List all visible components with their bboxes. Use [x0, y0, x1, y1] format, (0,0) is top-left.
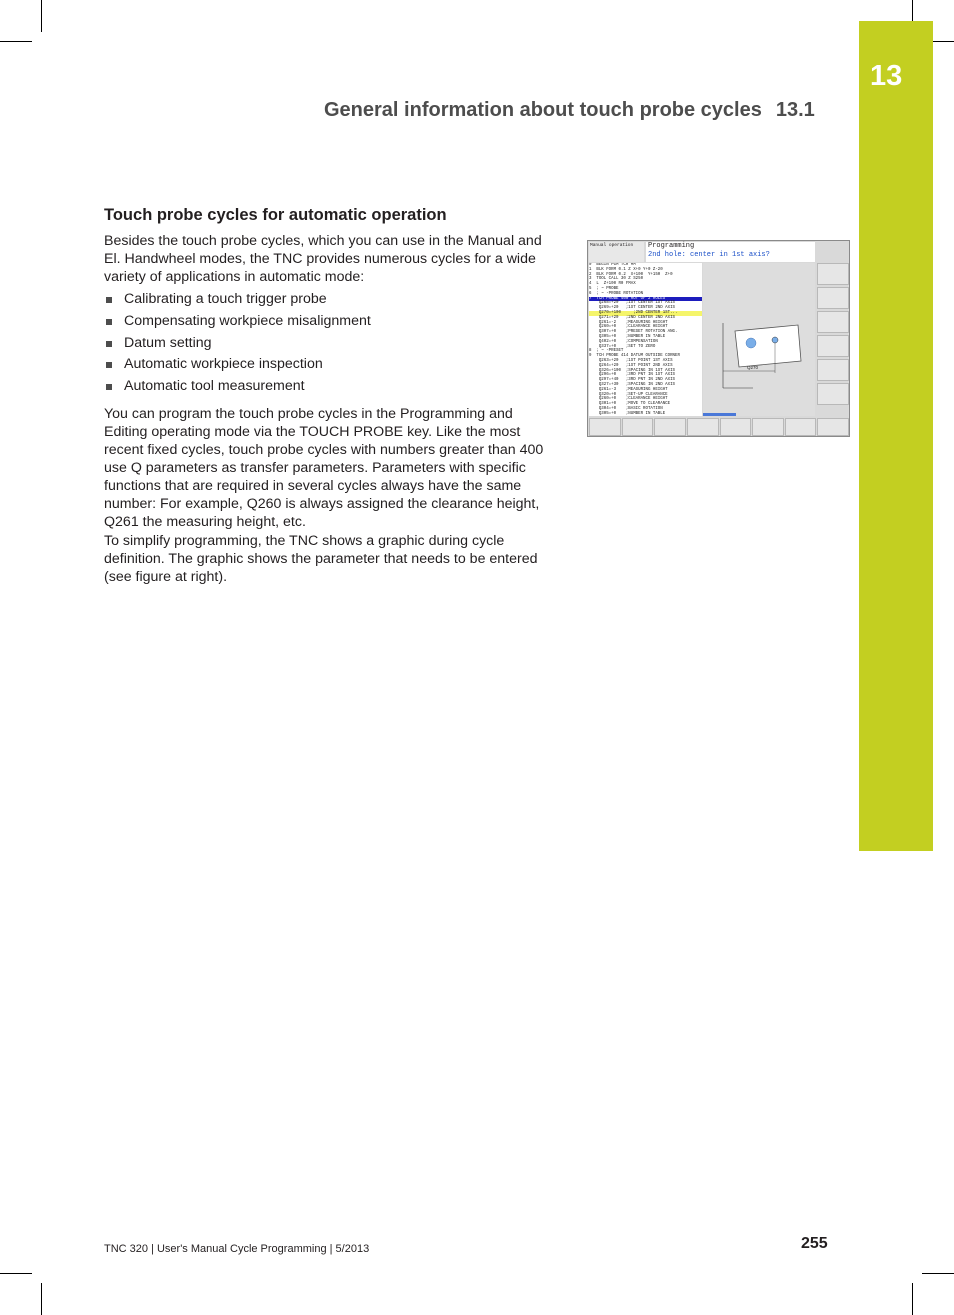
- softkey[interactable]: [622, 418, 654, 436]
- softkey[interactable]: [654, 418, 686, 436]
- softkey[interactable]: [817, 383, 849, 405]
- crop-mark: [0, 1273, 32, 1274]
- header-title: General information about touch probe cycles: [324, 99, 762, 121]
- softkey[interactable]: [589, 418, 621, 436]
- vertical-softkey-bar: [817, 263, 849, 416]
- section-heading: Touch probe cycles for automatic operation: [104, 206, 447, 224]
- intro-paragraph: Besides the touch probe cycles, which you can use in the Manual and El. Handwheel modes, the TNC provides numerous cycles for a wide variety of applications in automatic mode:: [104, 233, 542, 285]
- bullet-icon: [106, 297, 112, 303]
- bullet-icon: [106, 362, 112, 368]
- nc-line: Q268=+20 ;1ST CENTER 1ST AXIS: [589, 301, 675, 306]
- horizontal-softkey-bar: [589, 418, 849, 436]
- parameter-label: Q270: [747, 365, 759, 370]
- softkey[interactable]: [687, 418, 719, 436]
- list-item: Automatic workpiece inspection: [104, 354, 371, 376]
- dialog-box: [646, 242, 815, 262]
- bullet-icon: [106, 319, 112, 325]
- nc-line: Q264=+20 ;1ST POINT 2ND AXIS: [589, 363, 673, 368]
- help-graphic: [703, 263, 815, 416]
- list-item: Calibrating a touch trigger probe: [104, 289, 371, 311]
- paragraph-graphic: To simplify programming, the TNC shows a graphic during cycle definition. The graphic shows the parameter that needs to be entered (see figure at right).: [104, 533, 538, 585]
- chapter-tab: [859, 21, 933, 851]
- nc-line: Q402=+0 ;COMPENSATION: [589, 339, 658, 344]
- softkey[interactable]: [720, 418, 752, 436]
- softkey[interactable]: [817, 311, 849, 333]
- nc-line: 3 TOOL CALL 30 Z S250: [589, 277, 644, 282]
- crop-mark: [41, 1283, 42, 1315]
- tnc-screenshot: [587, 240, 850, 437]
- softkey[interactable]: [817, 359, 849, 381]
- list-item: Datum setting: [104, 333, 371, 355]
- page-footer: TNC 320 | User's Manual Cycle Programming | 5/2013: [104, 1243, 370, 1255]
- nc-line: 8 ; ~ -PRESET: [589, 349, 624, 354]
- nc-line: Q297=+40 ;3RD PNT IN 2ND AXIS: [589, 378, 675, 383]
- nc-line: Q326=+100 ;SPACING IN 1ST AXIS: [589, 368, 675, 373]
- nc-line: Q307=+0 ;PRESET ROTATION ANG.: [589, 330, 678, 335]
- softkey[interactable]: [817, 418, 849, 436]
- nc-line: 9 TCH PROBE 414 DATUM OUTSIDE CORNER: [589, 354, 680, 359]
- softkey[interactable]: [752, 418, 784, 436]
- feature-list: [104, 289, 371, 398]
- crop-mark: [41, 0, 42, 32]
- nc-line: Q270=+100 ;2ND CENTER 1ST...: [589, 311, 702, 316]
- dialog-question: 2nd hole: center in 1st axis?: [648, 251, 770, 259]
- help-graphic-drawing: [703, 263, 815, 416]
- softkey[interactable]: [817, 335, 849, 357]
- nc-line: 4 L Z+100 R0 FMAX: [589, 282, 636, 287]
- nc-line: Q296=+0 ;3RD PNT IN 1ST AXIS: [589, 373, 675, 378]
- nc-line: Q260=+0 ;CLEARANCE HEIGHT: [589, 325, 668, 330]
- nc-line: Q320=+0 ;SET-UP CLEARANCE: [589, 392, 668, 397]
- nc-line: 6 ; ~ -PROBE ROTATION: [589, 291, 644, 296]
- nc-line: Q261=-3 ;MEASURING HEIGHT: [589, 387, 668, 392]
- nc-line: Q301=+0 ;MOVE TO CLEARANCE: [589, 402, 671, 407]
- list-item: Compensating workpiece misalignment: [104, 311, 371, 333]
- second-hole: [772, 337, 778, 343]
- list-item: Automatic tool measurement: [104, 376, 371, 398]
- crop-mark: [912, 1283, 913, 1315]
- running-header: [324, 99, 834, 122]
- workpiece-shape: [735, 325, 801, 367]
- nc-program-listing: [589, 263, 702, 416]
- nc-line: 0 BEGIN PGM TCH MM: [589, 263, 636, 267]
- softkey[interactable]: [817, 287, 849, 309]
- chapter-number: 13: [870, 60, 903, 92]
- nc-line: Q269=+20 ;1ST CENTER 2ND AXIS: [589, 306, 675, 311]
- nc-line: Q337=+0 ;SET TO ZERO: [589, 344, 656, 349]
- nc-line: Q260=+0 ;CLEARANCE HEIGHT: [589, 397, 668, 402]
- dialog-title: Programming: [648, 242, 695, 250]
- nc-line: Q305=+0 ;NUMBER IN TABLE: [589, 411, 666, 416]
- softkey[interactable]: [817, 263, 849, 285]
- nc-line: Q327=+30 ;SPACING IN 2ND AXIS: [589, 382, 675, 387]
- bullet-icon: [106, 384, 112, 390]
- softkey[interactable]: [785, 418, 817, 436]
- paragraph-programming: You can program the touch probe cycles in the Programming and Editing operating mode via the TOUCH PROBE key. Like the most recent fixed cycles, touch probe cycles with numbers greater than 400 use Q parameters as transfer parameters. Parameters with specific functions that are required in several cycles always have the same number: For example, Q260 is always assigned the clearance height, Q261 the measuring height, etc.: [104, 406, 544, 530]
- page-number: 255: [801, 1235, 828, 1252]
- crop-mark: [0, 41, 32, 42]
- crop-mark: [922, 1273, 954, 1274]
- header-section: 13.1: [775, 99, 815, 121]
- bullet-icon: [106, 341, 112, 347]
- nc-line: Q261=-2 ;MEASURING HEIGHT: [589, 320, 668, 325]
- nc-line: Q271=+20 ;2ND CENTER 2ND AXIS: [589, 315, 675, 320]
- nc-line: Q263=+20 ;1ST POINT 1ST AXIS: [589, 358, 673, 363]
- operating-mode-label: Manual operation: [589, 242, 644, 262]
- nc-line: 2 BLK FORM 0.2 X+100 Y+150 Z+0: [589, 272, 673, 277]
- nc-line: Q305=+0 ;NUMBER IN TABLE: [589, 334, 666, 339]
- nc-line: 1 BLK FORM 0.1 Z X+0 Y+0 Z-20: [589, 267, 663, 272]
- nc-line: 7 TCH PROBE 400 ROT OF 2 HOLES: [589, 297, 702, 302]
- nc-line: Q304=+0 ;BASIC ROTATION: [589, 406, 663, 411]
- nc-line: 5 ; ~ PROBE: [589, 286, 619, 291]
- first-hole: [746, 338, 756, 348]
- scroll-indicator: [703, 413, 736, 416]
